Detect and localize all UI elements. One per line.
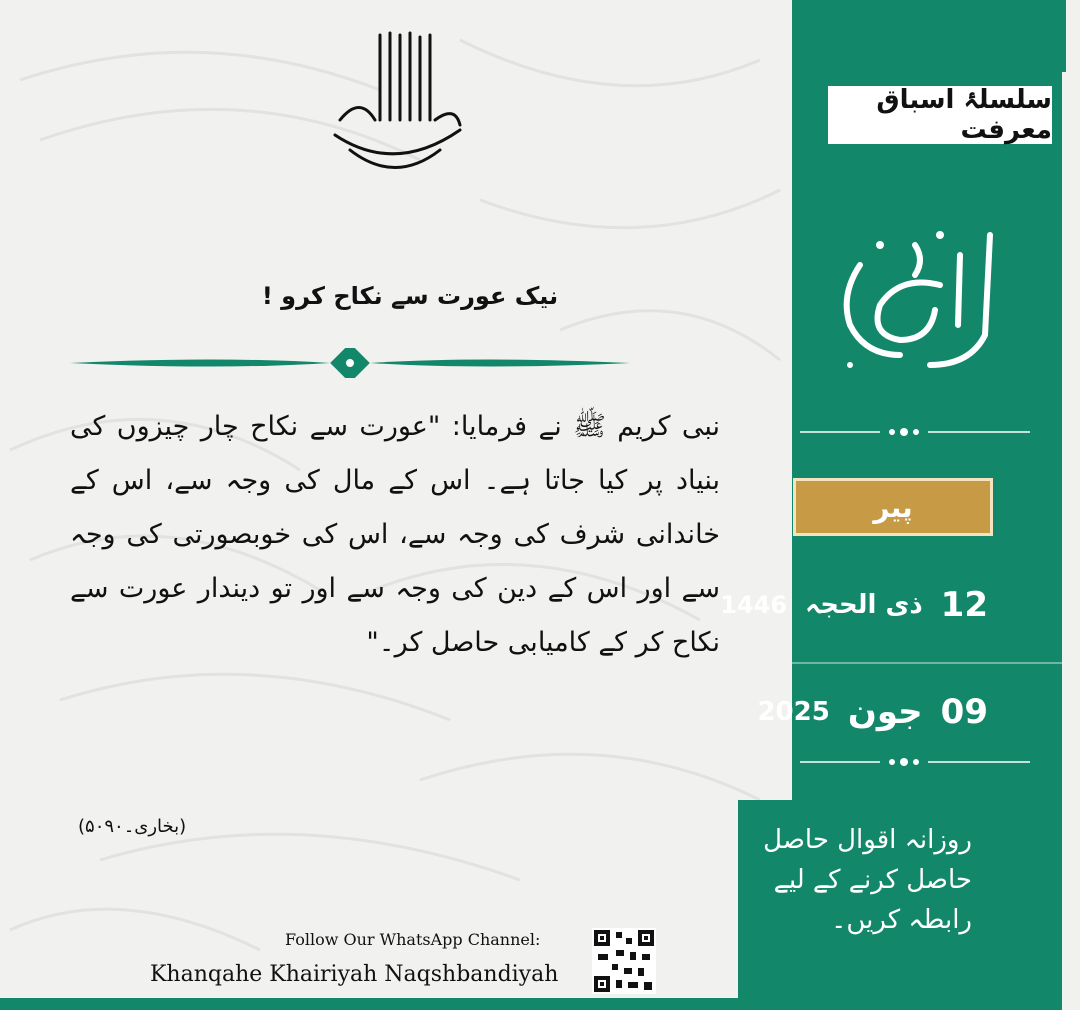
hijri-year: 1446 <box>720 591 788 619</box>
gregorian-month: جون <box>847 692 923 732</box>
gregorian-year: 2025 <box>757 697 830 727</box>
post-title: نیک عورت سے نکاح کرو ! <box>261 282 559 310</box>
hijri-month: ذی الحجہ <box>805 590 923 620</box>
hijri-date <box>720 585 988 625</box>
qr-code-icon[interactable] <box>592 928 656 994</box>
contact-line: حاصل کرنے کے لیے <box>773 865 972 895</box>
series-title: سلسلۂ اسباق معرفت <box>828 86 1052 144</box>
date-separator <box>792 662 1062 664</box>
ornament-divider <box>70 348 630 378</box>
gregorian-day: 09 <box>940 692 988 732</box>
post-body: نبی کریم ﷺ نے فرمایا: "عورت سے نکاح چار چیزوں کی بنیاد پر کیا جاتا ہے۔ اس کے مال کی وجہ سے، اس کے خاندانی شرف کی وجہ سے، اس کی خوبصورتی کی وجہ سے اور اس کے دین کی وجہ سے اور تو دیندار عورت سے نکاح کر کے کامیابی حاصل کر۔" <box>70 411 720 658</box>
bottom-accent-bar <box>0 998 760 1010</box>
contact-line: رابطہ کریں۔ <box>831 905 972 935</box>
contact-line: روزانہ اقوال حاصل <box>763 825 972 855</box>
right-green-band-top <box>834 0 1066 72</box>
day-label: پیر <box>793 478 993 536</box>
al-ilm-noor-logo <box>820 215 1020 385</box>
follow-text: Follow Our WhatsApp Channel: <box>285 930 541 949</box>
contact-text <box>742 820 972 940</box>
band-divider-2 <box>800 755 1030 769</box>
hijri-day: 12 <box>940 585 988 625</box>
gregorian-date <box>757 692 988 732</box>
brand-name: Khanqahe Khairiyah Naqshbandiyah <box>150 962 559 987</box>
band-divider-1 <box>800 425 1030 439</box>
bismillah-calligraphy <box>320 25 470 185</box>
post-reference: (بخاری۔۵۰۹۰) <box>78 816 187 837</box>
